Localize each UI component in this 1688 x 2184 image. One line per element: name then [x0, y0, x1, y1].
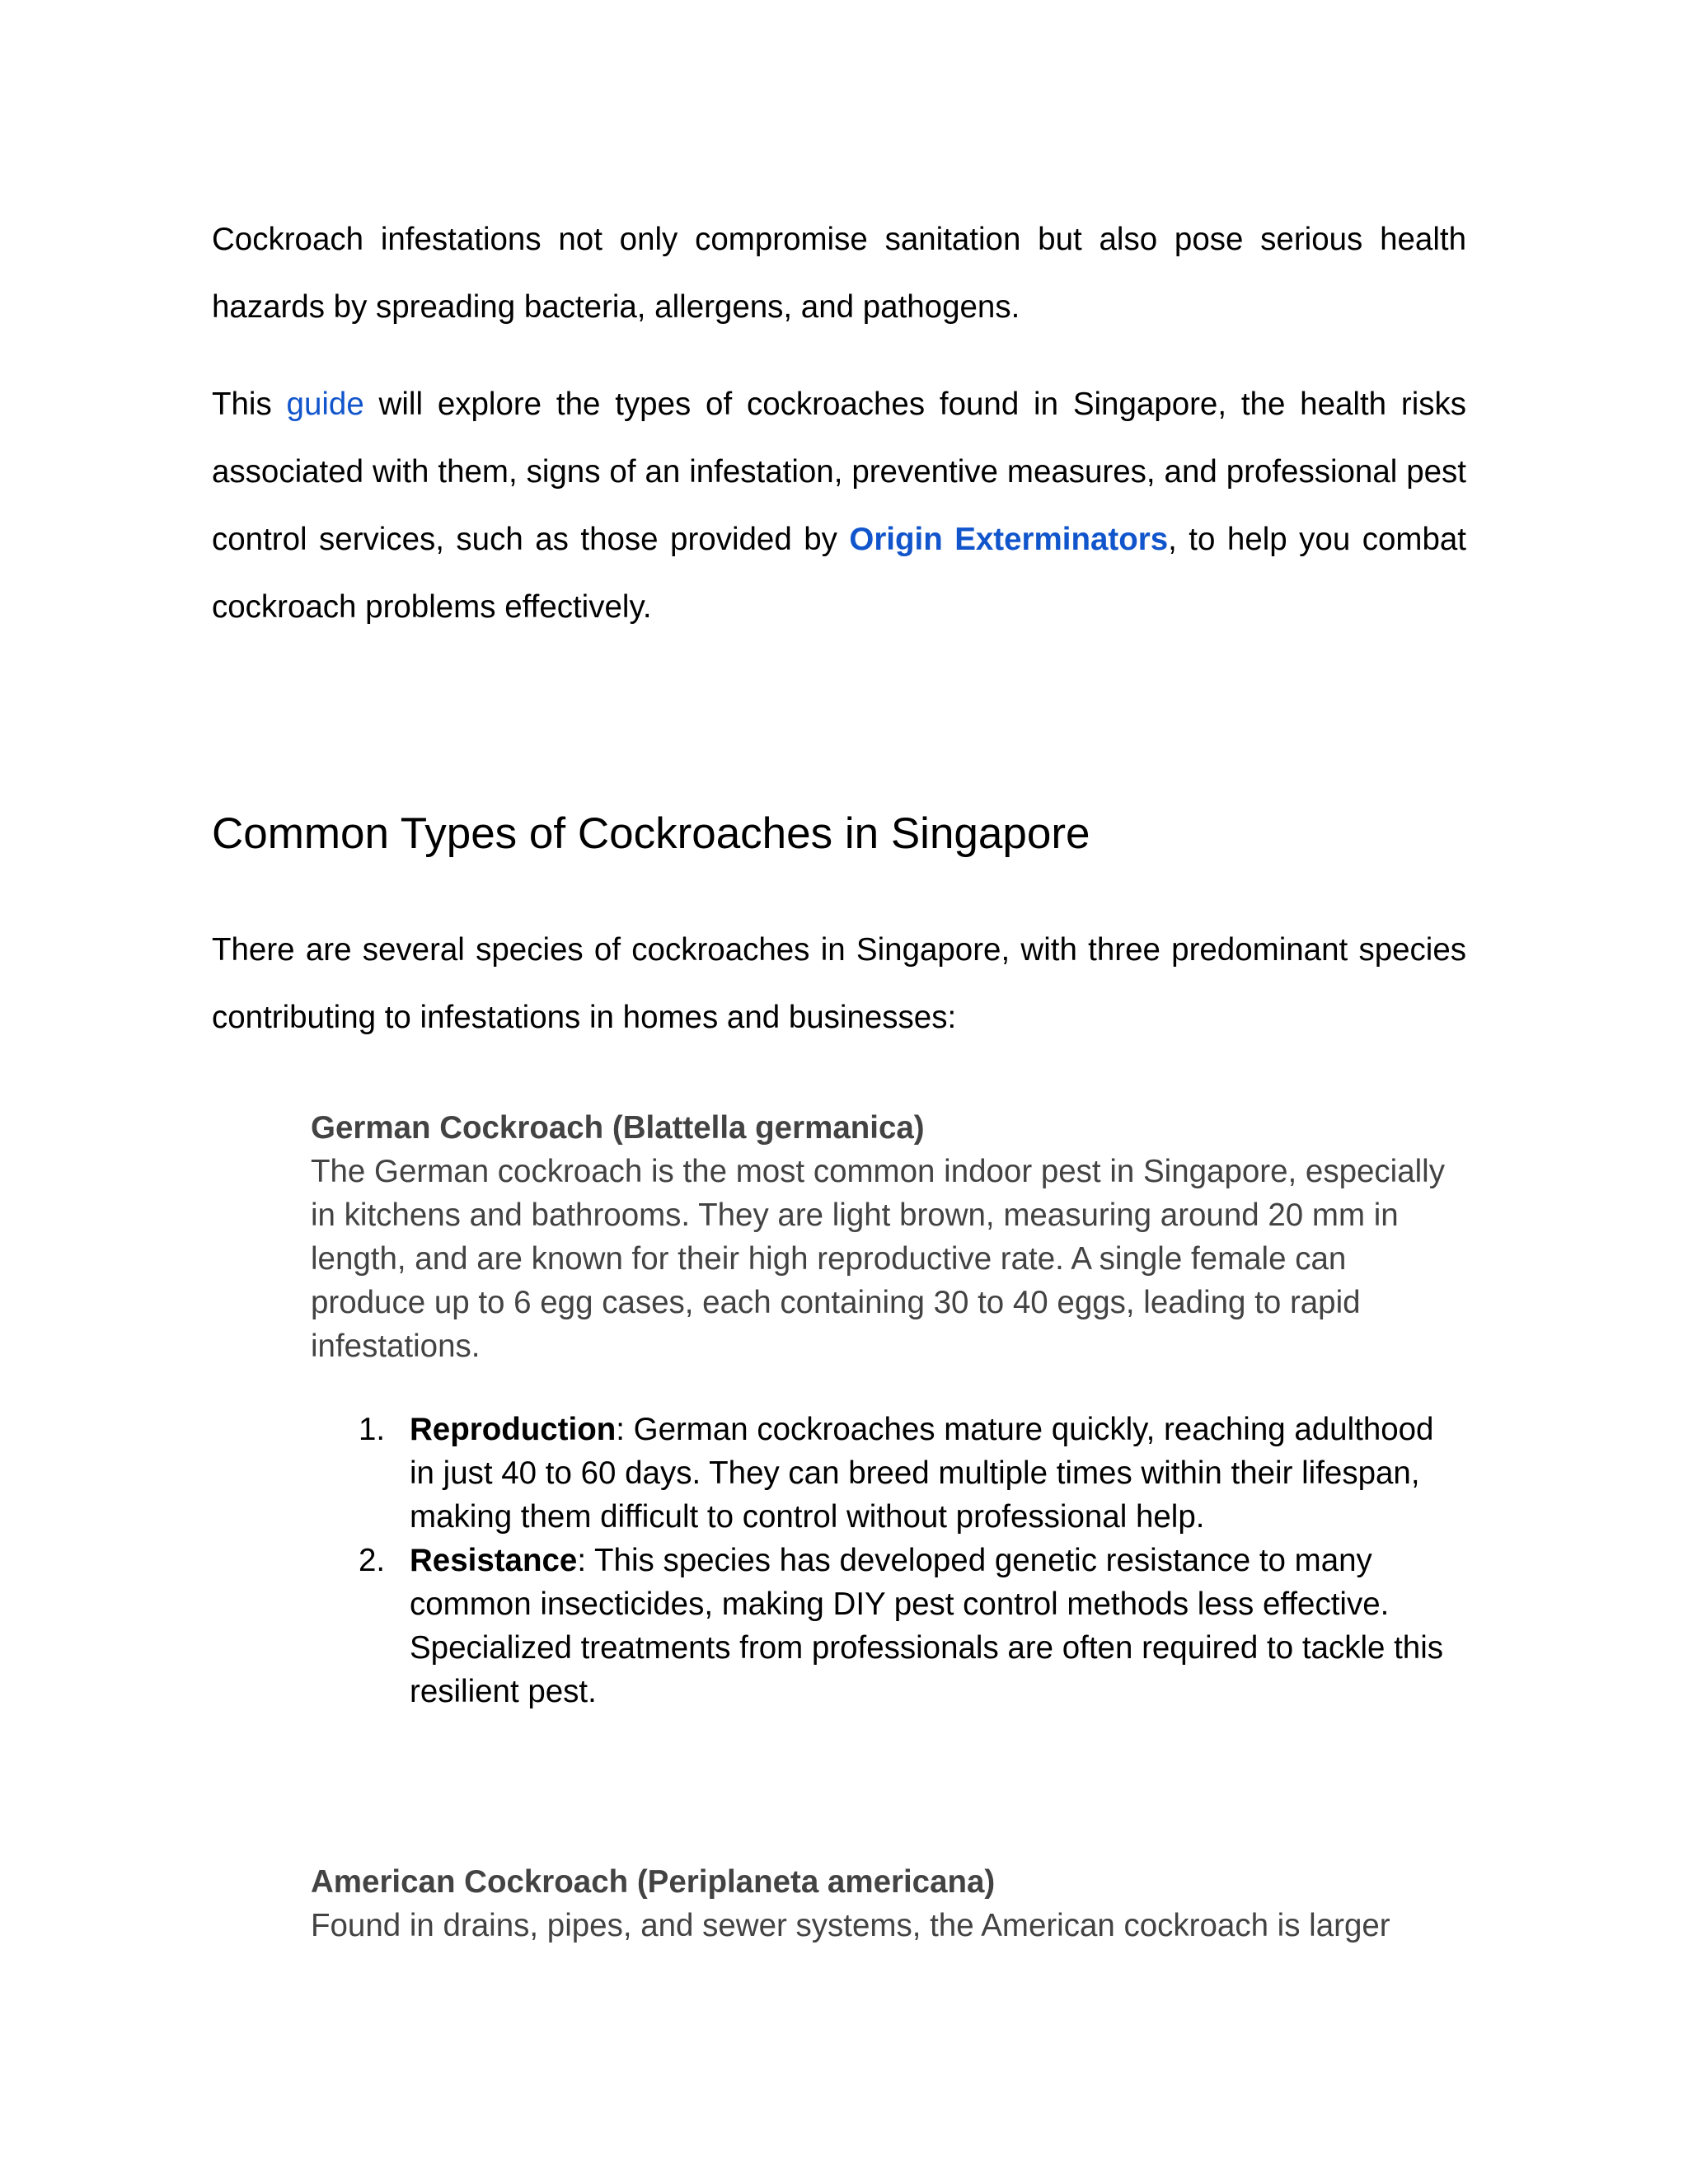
species-description: The German cockroach is the most common indoor pest in Singapore, especially in kitchens and bathrooms. They are light brown, measuring around 20 mm in length, and are known for their high reproductive rate. A single female can produce up to 6 egg cases, each containing 30 to 40 eggs, leading to rapid infestations.	[311, 1154, 1445, 1364]
list-number: 1.	[359, 1412, 386, 1447]
species-american	[311, 1860, 1465, 1947]
list-number: 2.	[359, 1543, 386, 1578]
guide-text-before: This	[212, 387, 287, 422]
intro-paragraph: Cockroach infestations not only compromise sanitation but also pose serious health hazards by spreading bacteria, allergens, and pathogens.	[212, 222, 1466, 325]
species-title: German Cockroach (Blattella germanica)	[311, 1110, 925, 1146]
section-intro-paragraph: There are several species of cockroaches in Singapore, with three predominant species contributing to infestations in homes and businesses:	[212, 932, 1466, 1035]
species-german	[311, 1106, 1465, 1368]
list-text: : German cockroaches mature quickly, reaching adulthood in just 40 to 60 days. They can breed multiple times within their lifespan, making them difficult to control without professional help.	[410, 1412, 1434, 1535]
guide-text-mid: will explore the types of cockroaches found in Singapore, the health risks associated with them, signs of an infestation, preventive measures, and professional pest control services, such as those provided by	[212, 387, 1466, 557]
guide-paragraph	[212, 371, 1466, 641]
guide-link[interactable]: guide	[286, 387, 364, 422]
list-item	[359, 1408, 1465, 1539]
list-text: : This species has developed genetic resistance to many common insecticides, making DIY pest control methods less effective. Specialized treatments from professionals are often required to tackle this resilient pest.	[410, 1543, 1444, 1709]
guide-text-after: , to help you combat cockroach problems effectively.	[212, 522, 1466, 625]
list-term: Resistance	[410, 1543, 578, 1578]
list-term: Reproduction	[410, 1412, 617, 1447]
section-heading: Common Types of Cockroaches in Singapore	[212, 809, 1090, 858]
species-description: Found in drains, pipes, and sewer systems, the American cockroach is larger	[311, 1908, 1390, 1943]
document-content	[212, 206, 1466, 1947]
list-item	[359, 1539, 1465, 1713]
german-points-list	[311, 1408, 1465, 1713]
origin-exterminators-link[interactable]: Origin Exterminators	[849, 522, 1169, 557]
species-title: American Cockroach (Periplaneta americana)	[311, 1864, 996, 1900]
